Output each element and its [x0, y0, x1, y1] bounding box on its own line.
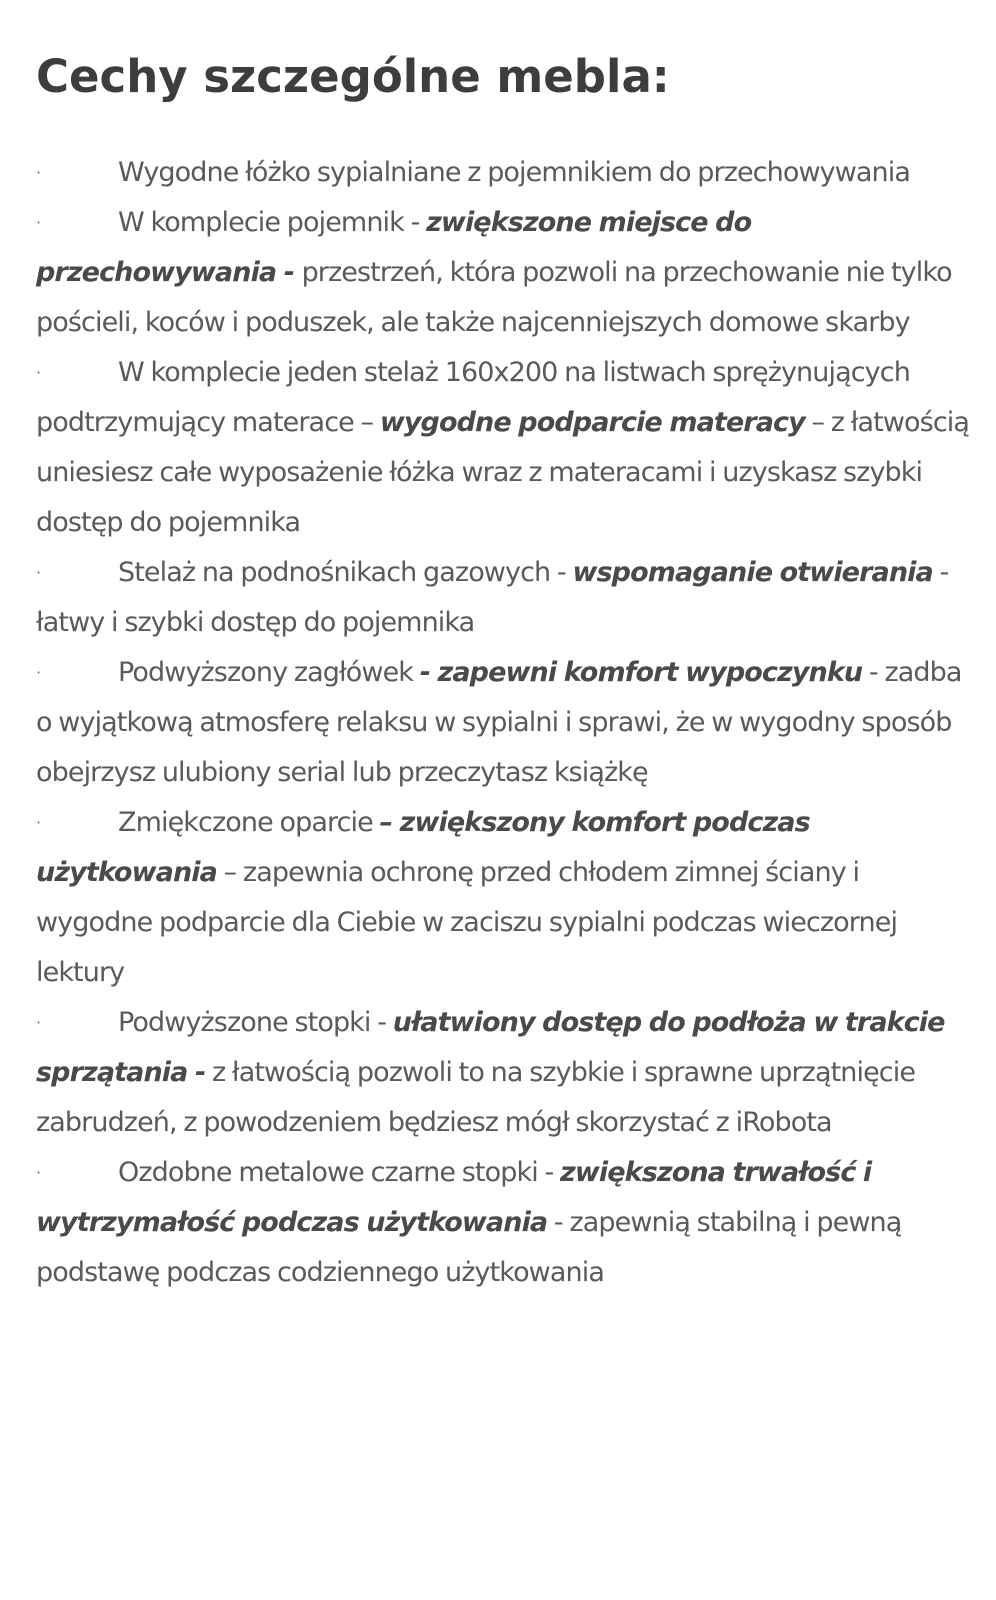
feature-highlight: ułatwiony dostęp do podłoża w trakcie sprzątania - — [36, 1007, 945, 1088]
feature-detail: – zapewnia ochronę przed chłodem zimnej ściany i wygodne podparcie dla Ciebie w zaciszu sypialni podczas wieczornej lektury — [36, 857, 898, 988]
feature-highlight: wspomaganie otwierania — [572, 557, 933, 588]
bullet-icon: · — [36, 1013, 41, 1032]
feature-item-frame — [36, 348, 976, 548]
feature-item-backrest — [36, 798, 976, 998]
feature-detail: - łatwy i szybki dostęp do pojemnika — [36, 557, 949, 638]
feature-lead: Ozdobne metalowe czarne stopki - — [118, 1157, 561, 1188]
feature-lead: W komplecie pojemnik - — [118, 207, 427, 238]
feature-lead: Zmiękczone oparcie — [118, 807, 380, 838]
feature-item-bed — [36, 148, 976, 198]
feature-lead: Stelaż na podnośnikach gazowych - — [118, 557, 573, 588]
feature-item-storage — [36, 198, 976, 348]
feature-highlight: zwiększona trwałość i wytrzymałość podczas użytkowania — [36, 1157, 872, 1238]
bullet-icon: · — [36, 563, 41, 582]
feature-item-raised-feet — [36, 998, 976, 1148]
bullet-icon: · — [36, 213, 41, 232]
bullet-icon: · — [36, 663, 41, 682]
feature-highlight: zwiększone miejsce do przechowywania - — [36, 207, 752, 288]
feature-detail: z łatwością pozwoli to na szybkie i sprawne uprzątnięcie zabrudzeń, z powodzeniem będziesz mógł skorzystać z iRobota — [36, 1057, 916, 1138]
feature-lead: Wygodne łóżko sypialniane z pojemnikiem do przechowywania — [118, 157, 911, 188]
feature-lead: Podwyższony zagłówek — [118, 657, 420, 688]
feature-detail: – z łatwością uniesiesz całe wyposażenie łóżka wraz z materacami i uzyskasz szybki dostęp do pojemnika — [36, 407, 970, 538]
feature-detail: - zapewnią stabilną i pewną podstawę podczas codziennego użytkowania — [36, 1207, 902, 1288]
feature-highlight: – zwiększony komfort podczas użytkowania — [36, 807, 810, 888]
feature-detail: - zadba o wyjątkową atmosferę relaksu w sypialni i sprawi, że w wygodny sposób obejrzysz ulubiony serial lub przeczytasz książkę — [36, 657, 962, 788]
bullet-icon: · — [36, 363, 41, 382]
feature-list — [36, 148, 976, 1298]
feature-item-gas-lift — [36, 548, 976, 648]
description-section — [36, 44, 976, 1298]
bullet-icon: · — [36, 813, 41, 832]
feature-lead: Podwyższone stopki - — [118, 1007, 393, 1038]
feature-lead: W komplecie jeden stelaż 160x200 na listwach sprężynujących podtrzymujący materace – — [36, 357, 910, 438]
feature-item-headboard — [36, 648, 976, 798]
section-title: Cechy szczególne mebla: — [36, 50, 670, 103]
bullet-icon: · — [36, 1163, 41, 1182]
bullet-icon: · — [36, 163, 41, 182]
feature-highlight: - zapewni komfort wypoczynku — [419, 657, 863, 688]
feature-highlight: wygodne podparcie materacy — [379, 407, 805, 438]
feature-detail: przestrzeń, która pozwoli na przechowanie nie tylko pościeli, koców i poduszek, ale także najcenniejszych domowe skarby — [36, 257, 952, 338]
feature-item-metal-feet — [36, 1148, 976, 1298]
